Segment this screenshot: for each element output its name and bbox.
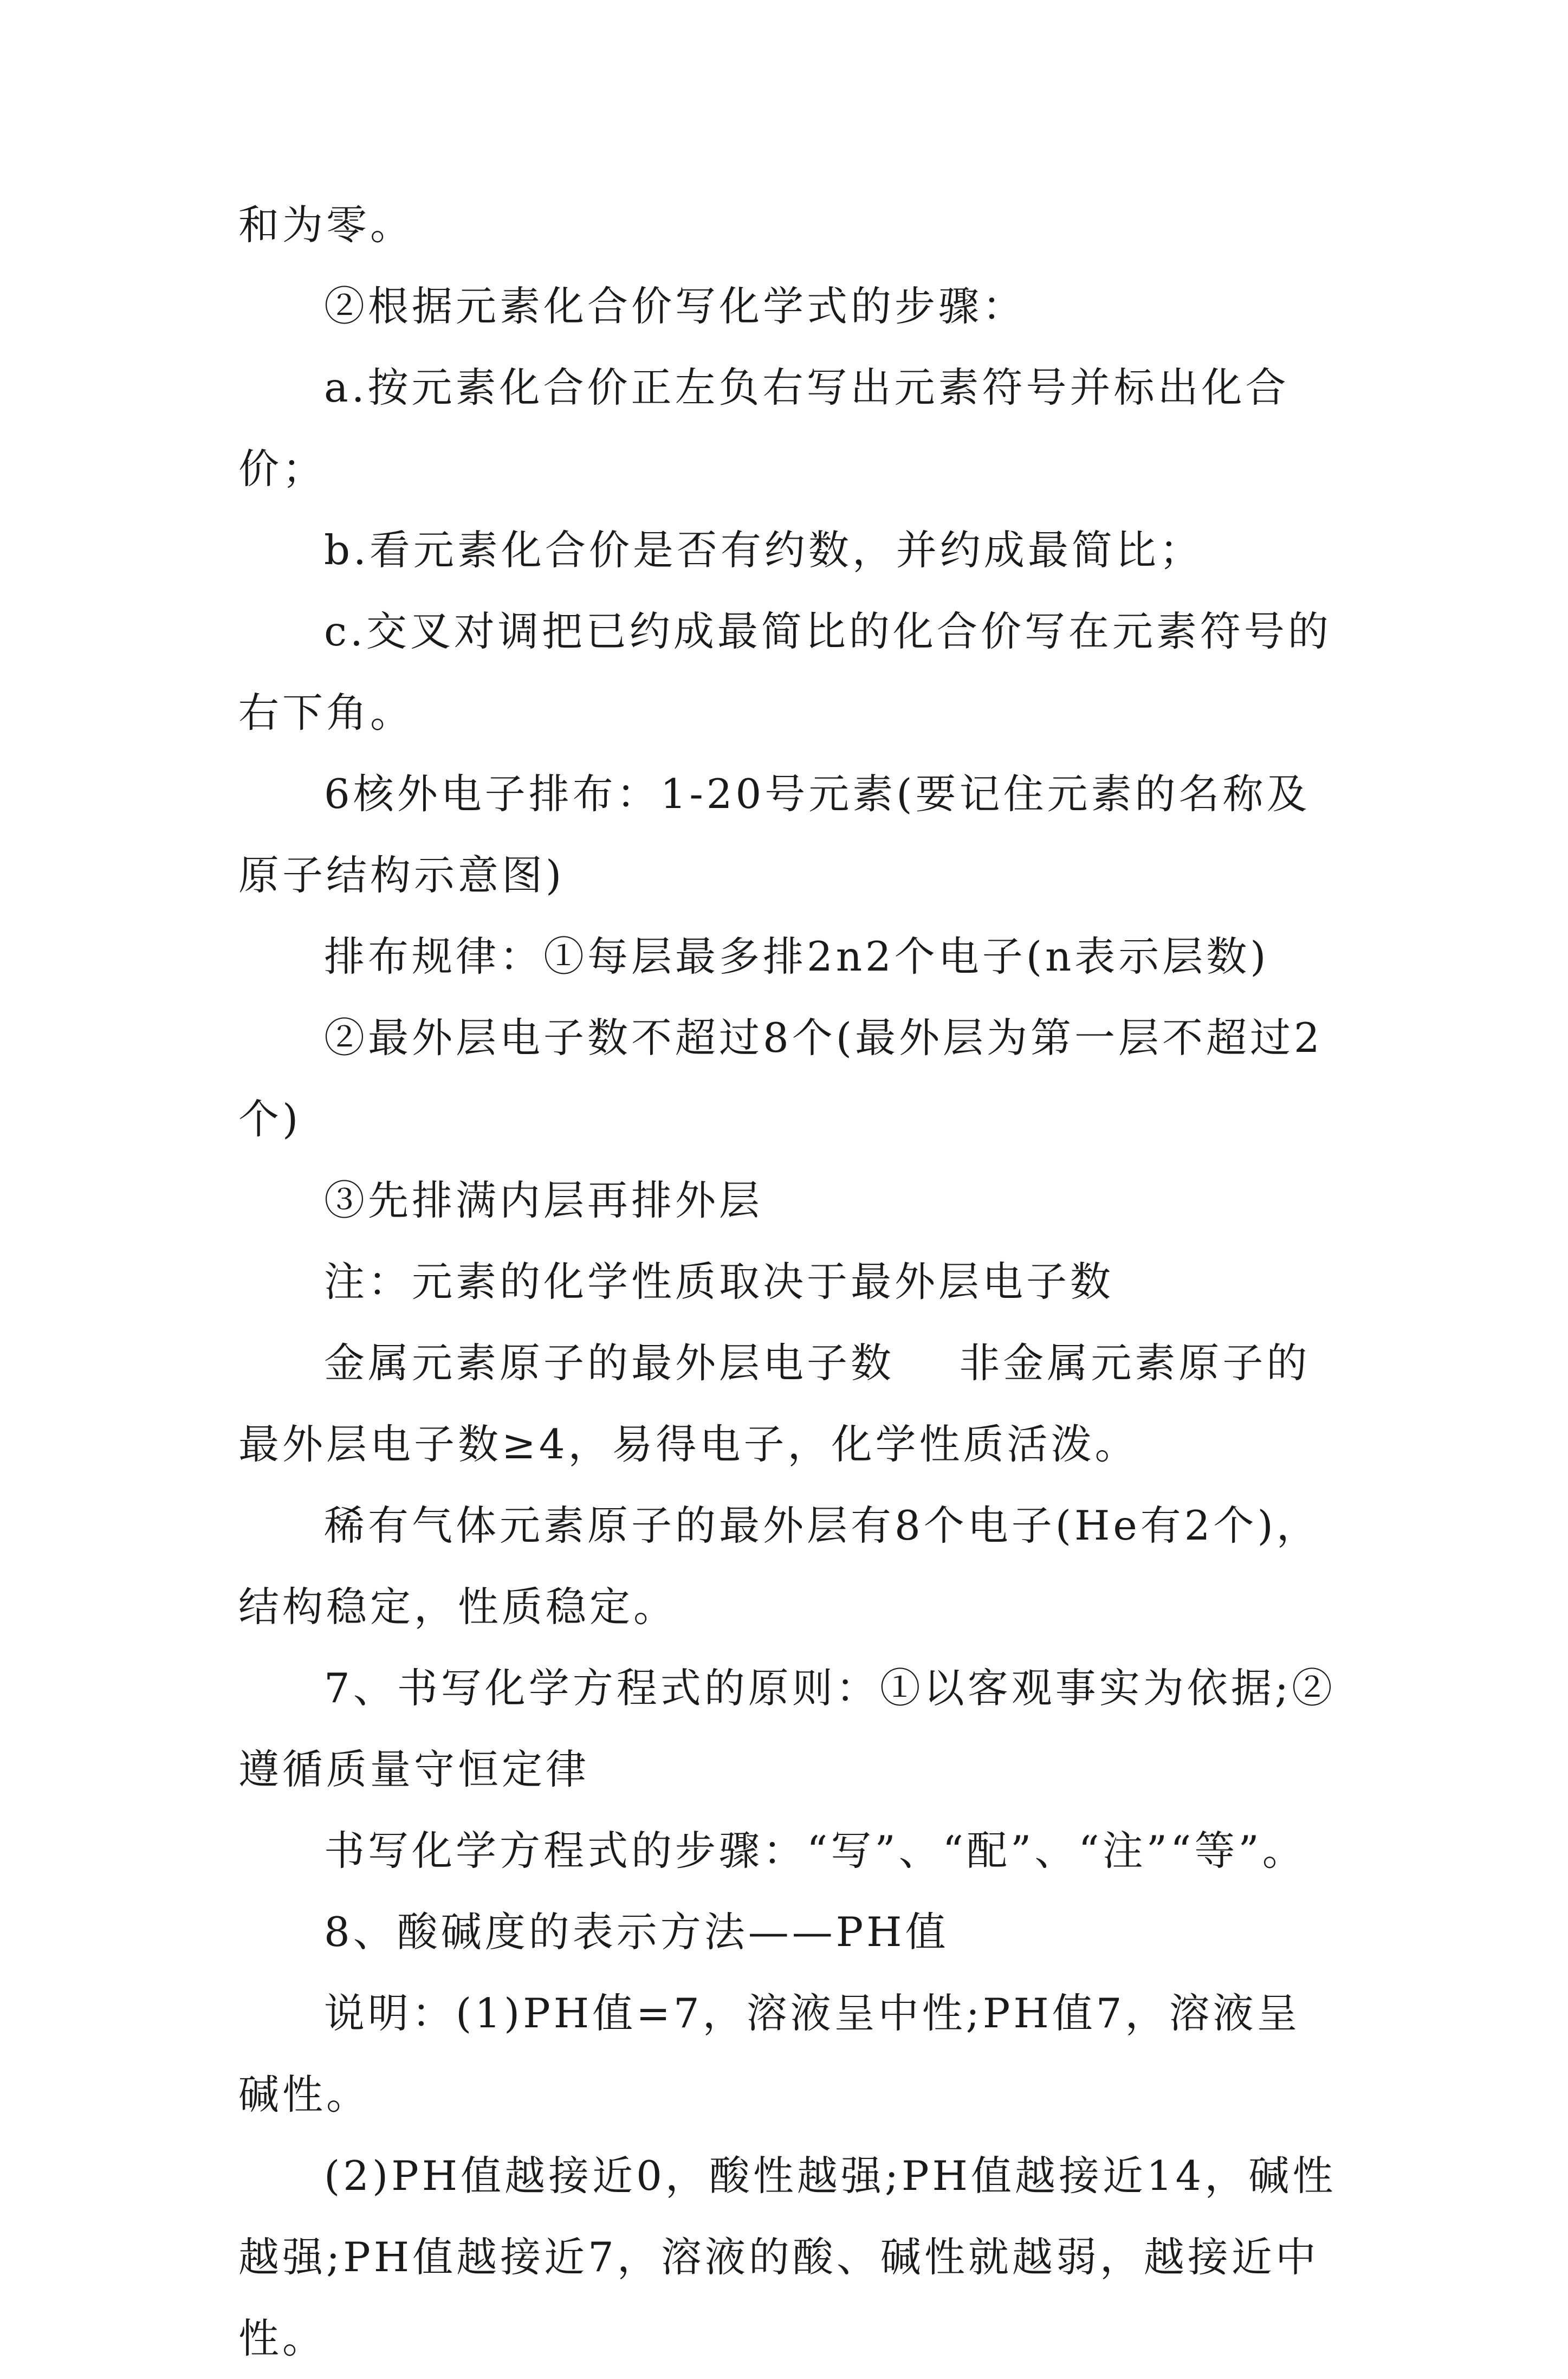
paragraph-electron-arrangement: 6核外电子排布：1-20号元素(要记住元素的名称及原子结构示意图)	[238, 770, 1311, 899]
paragraph-metal-nonmetal: 金属元素原子的最外层电子数 非金属元素原子的最外层电子数≥4，易得电子，化学性质活泼。	[238, 1339, 1311, 1468]
paragraph-step-a: a.按元素化合价正左负右写出元素符号并标出化合价；	[238, 364, 1290, 493]
paragraph-ph-note-1: 说明：(1)PH值=7，溶液呈中性;PH值7，溶液呈碱性。	[238, 1989, 1301, 2118]
paragraph-arrangement-rule-2: ②最外层电子数不超过8个(最外层为第一层不超过2个)	[238, 1014, 1323, 1143]
paragraph-continuation: 和为零。	[238, 201, 414, 249]
paragraph-equation-steps: 书写化学方程式的步骤：“写”、“配”、“注”“等”。	[324, 1827, 1306, 1874]
body-text	[238, 184, 1344, 2379]
paragraph-step-c: c.交叉对调把已约成最简比的化合价写在元素符号的右下角。	[238, 607, 1332, 736]
paragraph-arrangement-rule-3: ③先排满内层再排外层	[324, 1176, 763, 1224]
paragraph-arrangement-rule-1: 排布规律：①每层最多排2n2个电子(n表示层数)	[324, 933, 1269, 980]
paragraph-note: 注：元素的化学性质取决于最外层电子数	[324, 1258, 1115, 1305]
paragraph-ph-note-2: (2)PH值越接近0，酸性越强;PH值越接近14，碱性越强;PH值越接近7，溶液的酸、碱性就越弱，越接近中性。	[238, 2152, 1337, 2362]
paragraph-formula-steps-heading: ②根据元素化合价写化学式的步骤：	[324, 282, 1027, 330]
paragraph-equation-principles: 7、书写化学方程式的原则：①以客观事实为依据;②遵循质量守恒定律	[238, 1664, 1336, 1793]
paragraph-noble-gas: 稀有气体元素原子的最外层有8个电子(He有2个)，结构稳定，性质稳定。	[238, 1502, 1320, 1631]
paragraph-step-b: b.看元素化合价是否有约数，并约成最简比；	[324, 526, 1203, 574]
paragraph-ph-heading: 8、酸碱度的表示方法——PH值	[324, 1908, 949, 1956]
